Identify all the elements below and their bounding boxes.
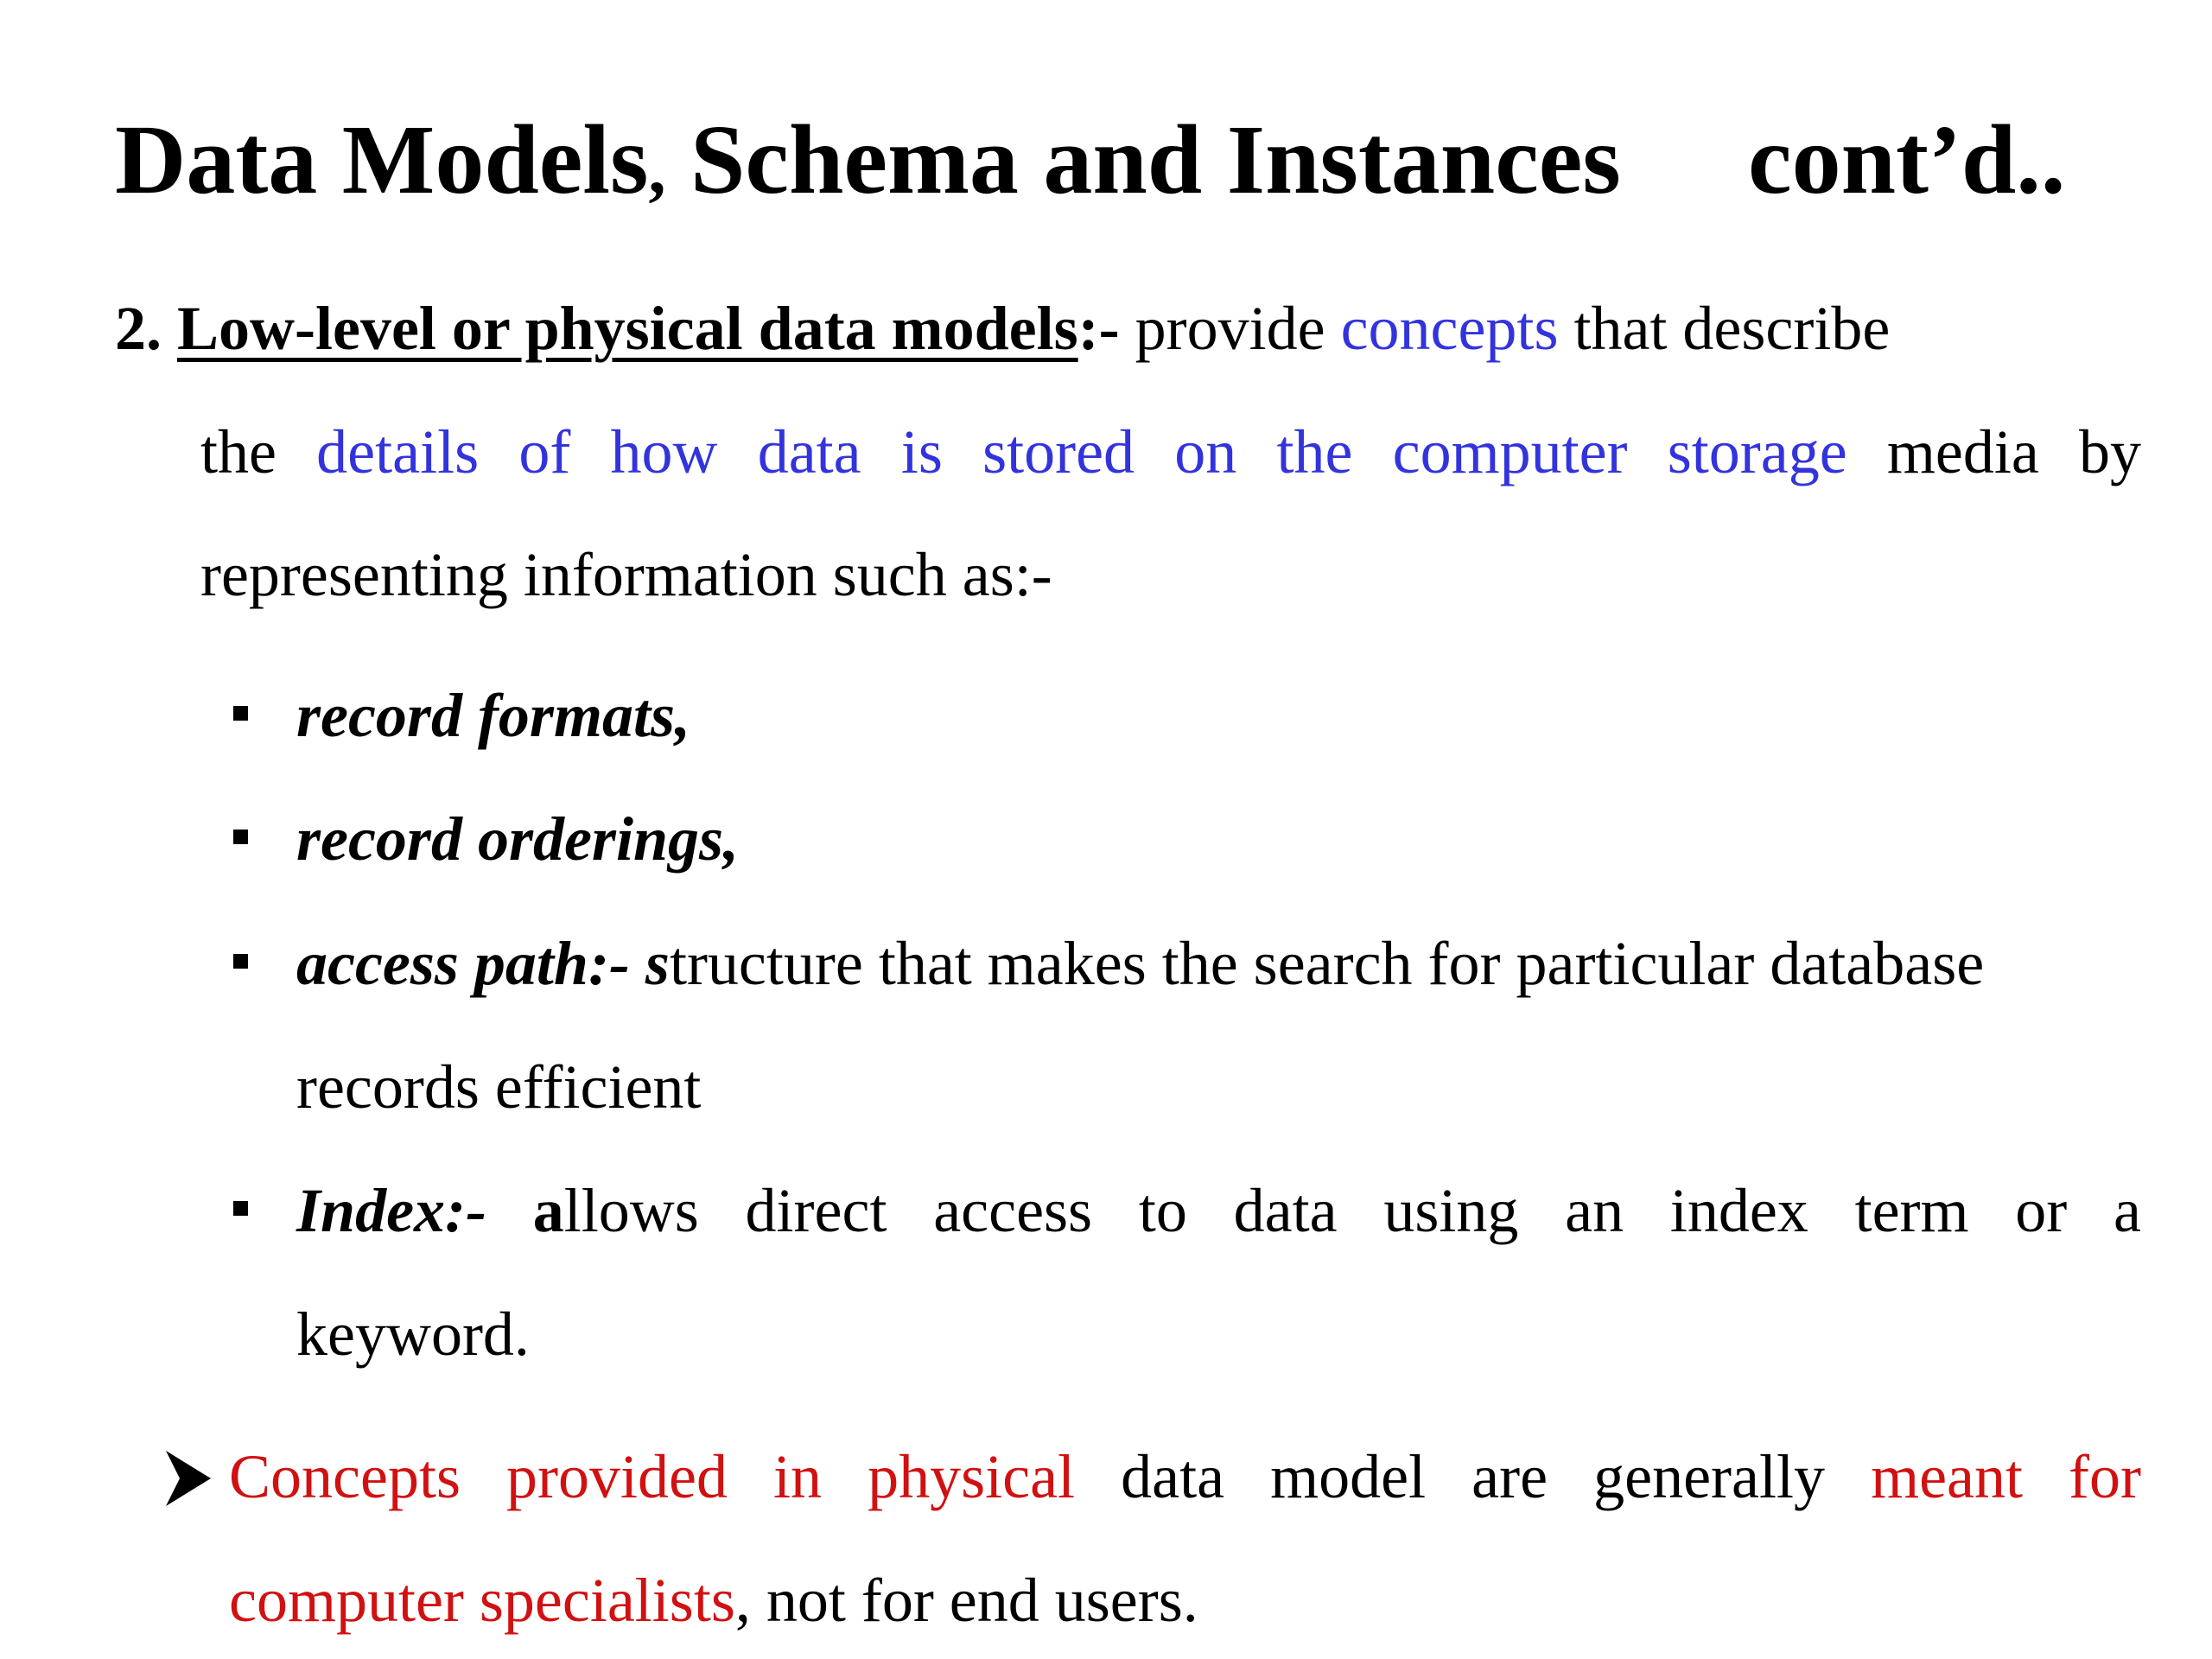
bullet-record-formats: record formats, (296, 681, 690, 750)
bullet-access-path-text: tructure that makes the search for particular database (669, 929, 1985, 998)
point2-heading: Low-level or physical data models (177, 294, 1078, 363)
note-line1 (229, 1433, 2141, 1520)
title-part1: Data Models (115, 105, 649, 214)
bullet-index (296, 1167, 2141, 1254)
note-red-1: Concepts provided in physical (229, 1442, 1076, 1511)
point2-line1-text-c: that describe (1558, 294, 1891, 363)
bullet-record-orderings: record orderings, (296, 804, 740, 874)
title-contd: cont’d.. (1748, 105, 2066, 214)
square-bullet-icon (233, 1201, 248, 1216)
point2-line2-details: details of how data is stored on the computer storage (316, 417, 1847, 486)
point2-heading-suffix: :- (1077, 294, 1120, 363)
slide-title (115, 91, 2102, 229)
note-line2 (229, 1557, 1198, 1643)
point2-line1 (115, 285, 2141, 372)
point2-number: 2. (115, 294, 162, 363)
point2-line2-text-c: media by (1847, 417, 2141, 486)
note-black-1: data model are generally (1075, 1442, 1872, 1511)
point2-line2 (200, 409, 2141, 495)
bullet-index-term: Index:- (296, 1176, 533, 1245)
bullet-access-path-cont: records efficient (296, 1052, 702, 1122)
bullet-index-text: llows direct access to data using an index term or a (563, 1176, 2141, 1245)
point2-line1-text-a: provide (1119, 294, 1341, 363)
title-part2: Schema and Instances (665, 105, 1621, 214)
note-red-2: meant for (1871, 1442, 2142, 1511)
point2-line1-concepts: concepts (1340, 294, 1559, 363)
square-bullet-icon (233, 830, 248, 844)
title-comma: , (648, 132, 666, 208)
point2-line3: representing information such as:- (200, 540, 1052, 609)
note-black-2: , not for end users. (734, 1566, 1198, 1635)
bullet-index-bold-a: a (532, 1176, 564, 1245)
bullet-access-path (296, 920, 2141, 1007)
bullet-index-cont: keyword. (296, 1300, 530, 1369)
square-bullet-icon (233, 954, 248, 969)
square-bullet-icon (233, 706, 248, 721)
arrow-bullet-icon (162, 1435, 214, 1522)
note-red-3: computer specialists (229, 1566, 735, 1635)
bullet-access-path-term: access path:- s (296, 929, 670, 998)
point2-line2-text-a: the (200, 417, 317, 486)
